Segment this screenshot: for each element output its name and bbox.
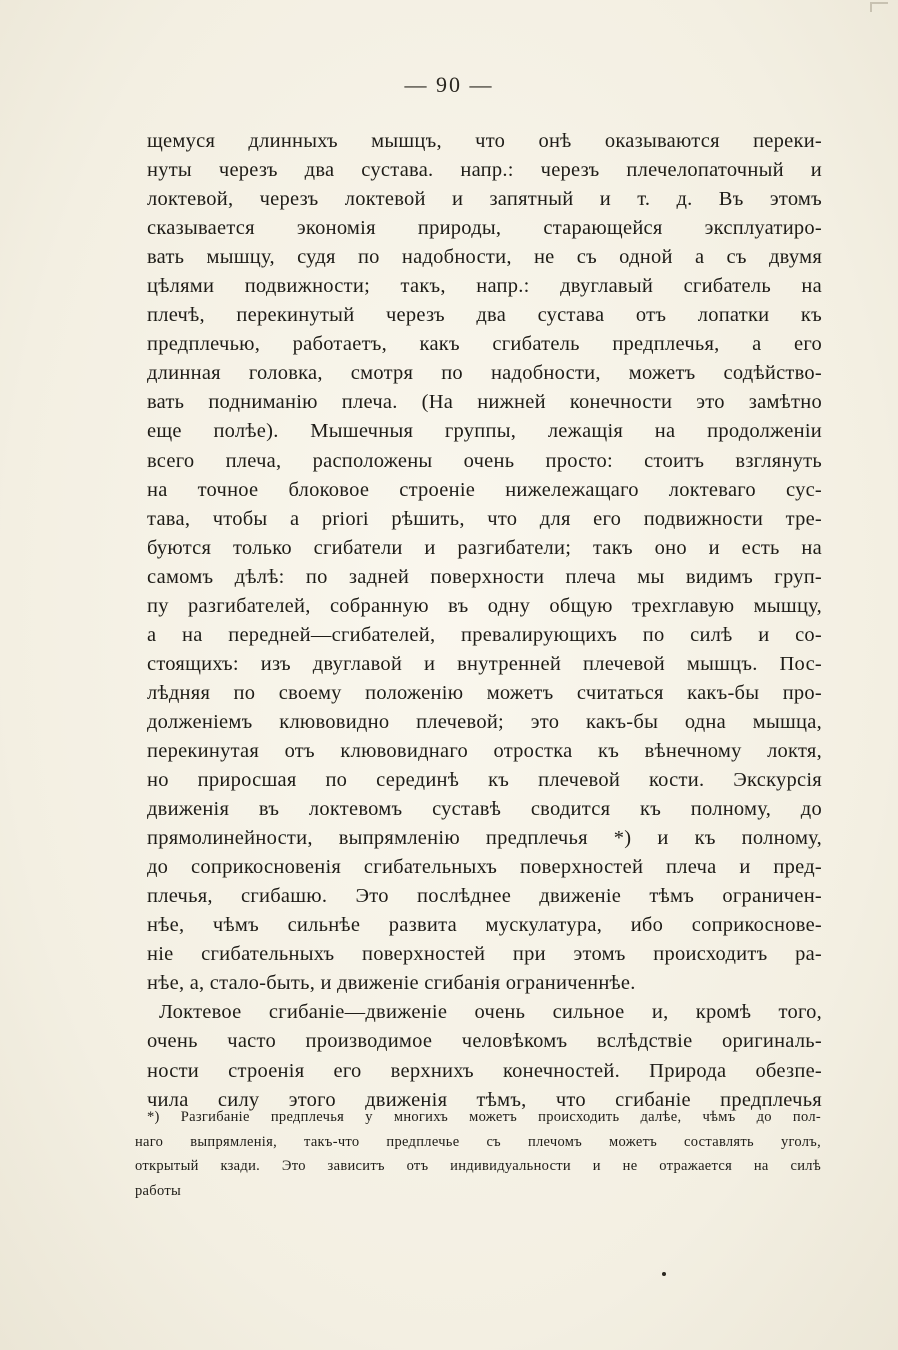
- text-line: цѣлями подвижности; такъ, напр.: двуглавый сгибатель на: [147, 275, 822, 298]
- text-line: локтевой, черезъ локтевой и запятный и т. д. Въ этомъ: [147, 188, 822, 211]
- text-line: предплечью, работаетъ, какъ сгибатель предплечья, а его: [147, 333, 822, 356]
- text-line: нуты черезъ два сустава. напр.: черезъ плечелопаточный и: [147, 159, 822, 182]
- text-line: долженіемъ клювовидно плечевой; это какъ-бы одна мышца,: [147, 710, 822, 733]
- text-line: плечья, сгибашю. Это послѣднее движеніе тѣмъ ограничен-: [147, 885, 822, 908]
- text-line: до соприкосновенія сгибательныхъ поверхностей плеча и пред-: [147, 856, 822, 879]
- text-line: вать мышцу, судя по надобности, не съ одной а съ двумя: [147, 246, 822, 269]
- text-line: чила силу этого движенія тѣмъ, что сгибаніе предплечья: [147, 1088, 822, 1111]
- text-line: а на передней—сгибателей, превалирующихъ по силѣ и со-: [147, 623, 822, 646]
- text-line: перекинутая отъ клювовиднаго отростка къ вѣнечному локтя,: [147, 739, 822, 762]
- text-line: длинная головка, смотря по надобности, можетъ содѣйство-: [147, 362, 822, 385]
- text-line: вать подниманію плеча. (На нижней конечности это замѣтно: [147, 391, 822, 414]
- text-line: на точное блоковое строеніе нижележащаго локтеваго сус-: [147, 478, 822, 501]
- text-line: движенія въ локтевомъ суставѣ сводится къ полному, до: [147, 798, 822, 821]
- text-line: нѣе, а, стало-быть, и движеніе сгибанія ограниченнѣе.: [147, 972, 636, 995]
- text-line: но приросшая по серединѣ къ плечевой кости. Экскурсія: [147, 769, 822, 792]
- ink-speck: [662, 1272, 666, 1276]
- text-line: стоящихъ: изъ двуглавой и внутренней плечевой мышцъ. Пос-: [147, 652, 822, 675]
- text-line-paragraph-start: Локтевое сгибаніе—движеніе очень сильное и, кромѣ того,: [159, 1001, 822, 1024]
- text-line: лѣдняя по своему положенію можетъ считаться какъ-бы про-: [147, 681, 822, 704]
- text-line: всего плеча, расположены очень просто: стоитъ взглянуть: [147, 449, 822, 472]
- text-line: пу разгибателей, собранную въ одну общую трехглавую мышцу,: [147, 594, 822, 617]
- footnote-line: открытый кзади. Это зависитъ отъ индивидуальности и не отражается на силѣ: [135, 1158, 821, 1174]
- text-line: щемуся длинныхъ мышцъ, что онѣ оказываются переки-: [147, 130, 822, 152]
- text-line: ности строенія его верхнихъ конечностей. Природа обезпе-: [147, 1059, 822, 1082]
- page-number: — 90 —: [404, 72, 494, 97]
- text-line: тава, чтобы a priori рѣшить, что для его подвижности тре-: [147, 507, 822, 530]
- footnote-line: работы: [135, 1182, 182, 1199]
- footnote-line: *) Разгибаніе предплечья у многихъ можетъ происходить далѣе, чѣмъ до пол-: [147, 1109, 821, 1125]
- text-line: буются только сгибатели и разгибатели; такъ оно и есть на: [147, 536, 822, 559]
- text-line: ніе сгибательныхъ поверхностей при этомъ происходитъ ра-: [147, 943, 822, 966]
- text-line: самомъ дѣлѣ: по задней поверхности плеча мы видимъ груп-: [147, 565, 822, 588]
- footnote-line: наго выпрямленія, такъ-что предплечье съ плечомъ можетъ составлять уголъ,: [135, 1133, 821, 1150]
- text-line: сказывается экономія природы, старающейся эксплуатиро-: [147, 217, 822, 240]
- page-corner-mark: [870, 2, 888, 12]
- text-line: очень часто производимое человѣкомъ вслѣдствіе оригиналь-: [147, 1030, 822, 1053]
- text-line: нѣе, чѣмъ сильнѣе развита мускулатура, ибо соприкоснове-: [147, 914, 822, 937]
- text-line: плечѣ, перекинутый черезъ два сустава отъ лопатки къ: [147, 304, 822, 327]
- footnote-block: [135, 1105, 821, 1203]
- text-line: прямолинейности, выпрямленію предплечья *) и къ полному,: [147, 827, 822, 850]
- text-line: еще полѣе). Мышечныя группы, лежащія на продолженіи: [147, 420, 822, 443]
- main-text-block: [147, 127, 822, 1115]
